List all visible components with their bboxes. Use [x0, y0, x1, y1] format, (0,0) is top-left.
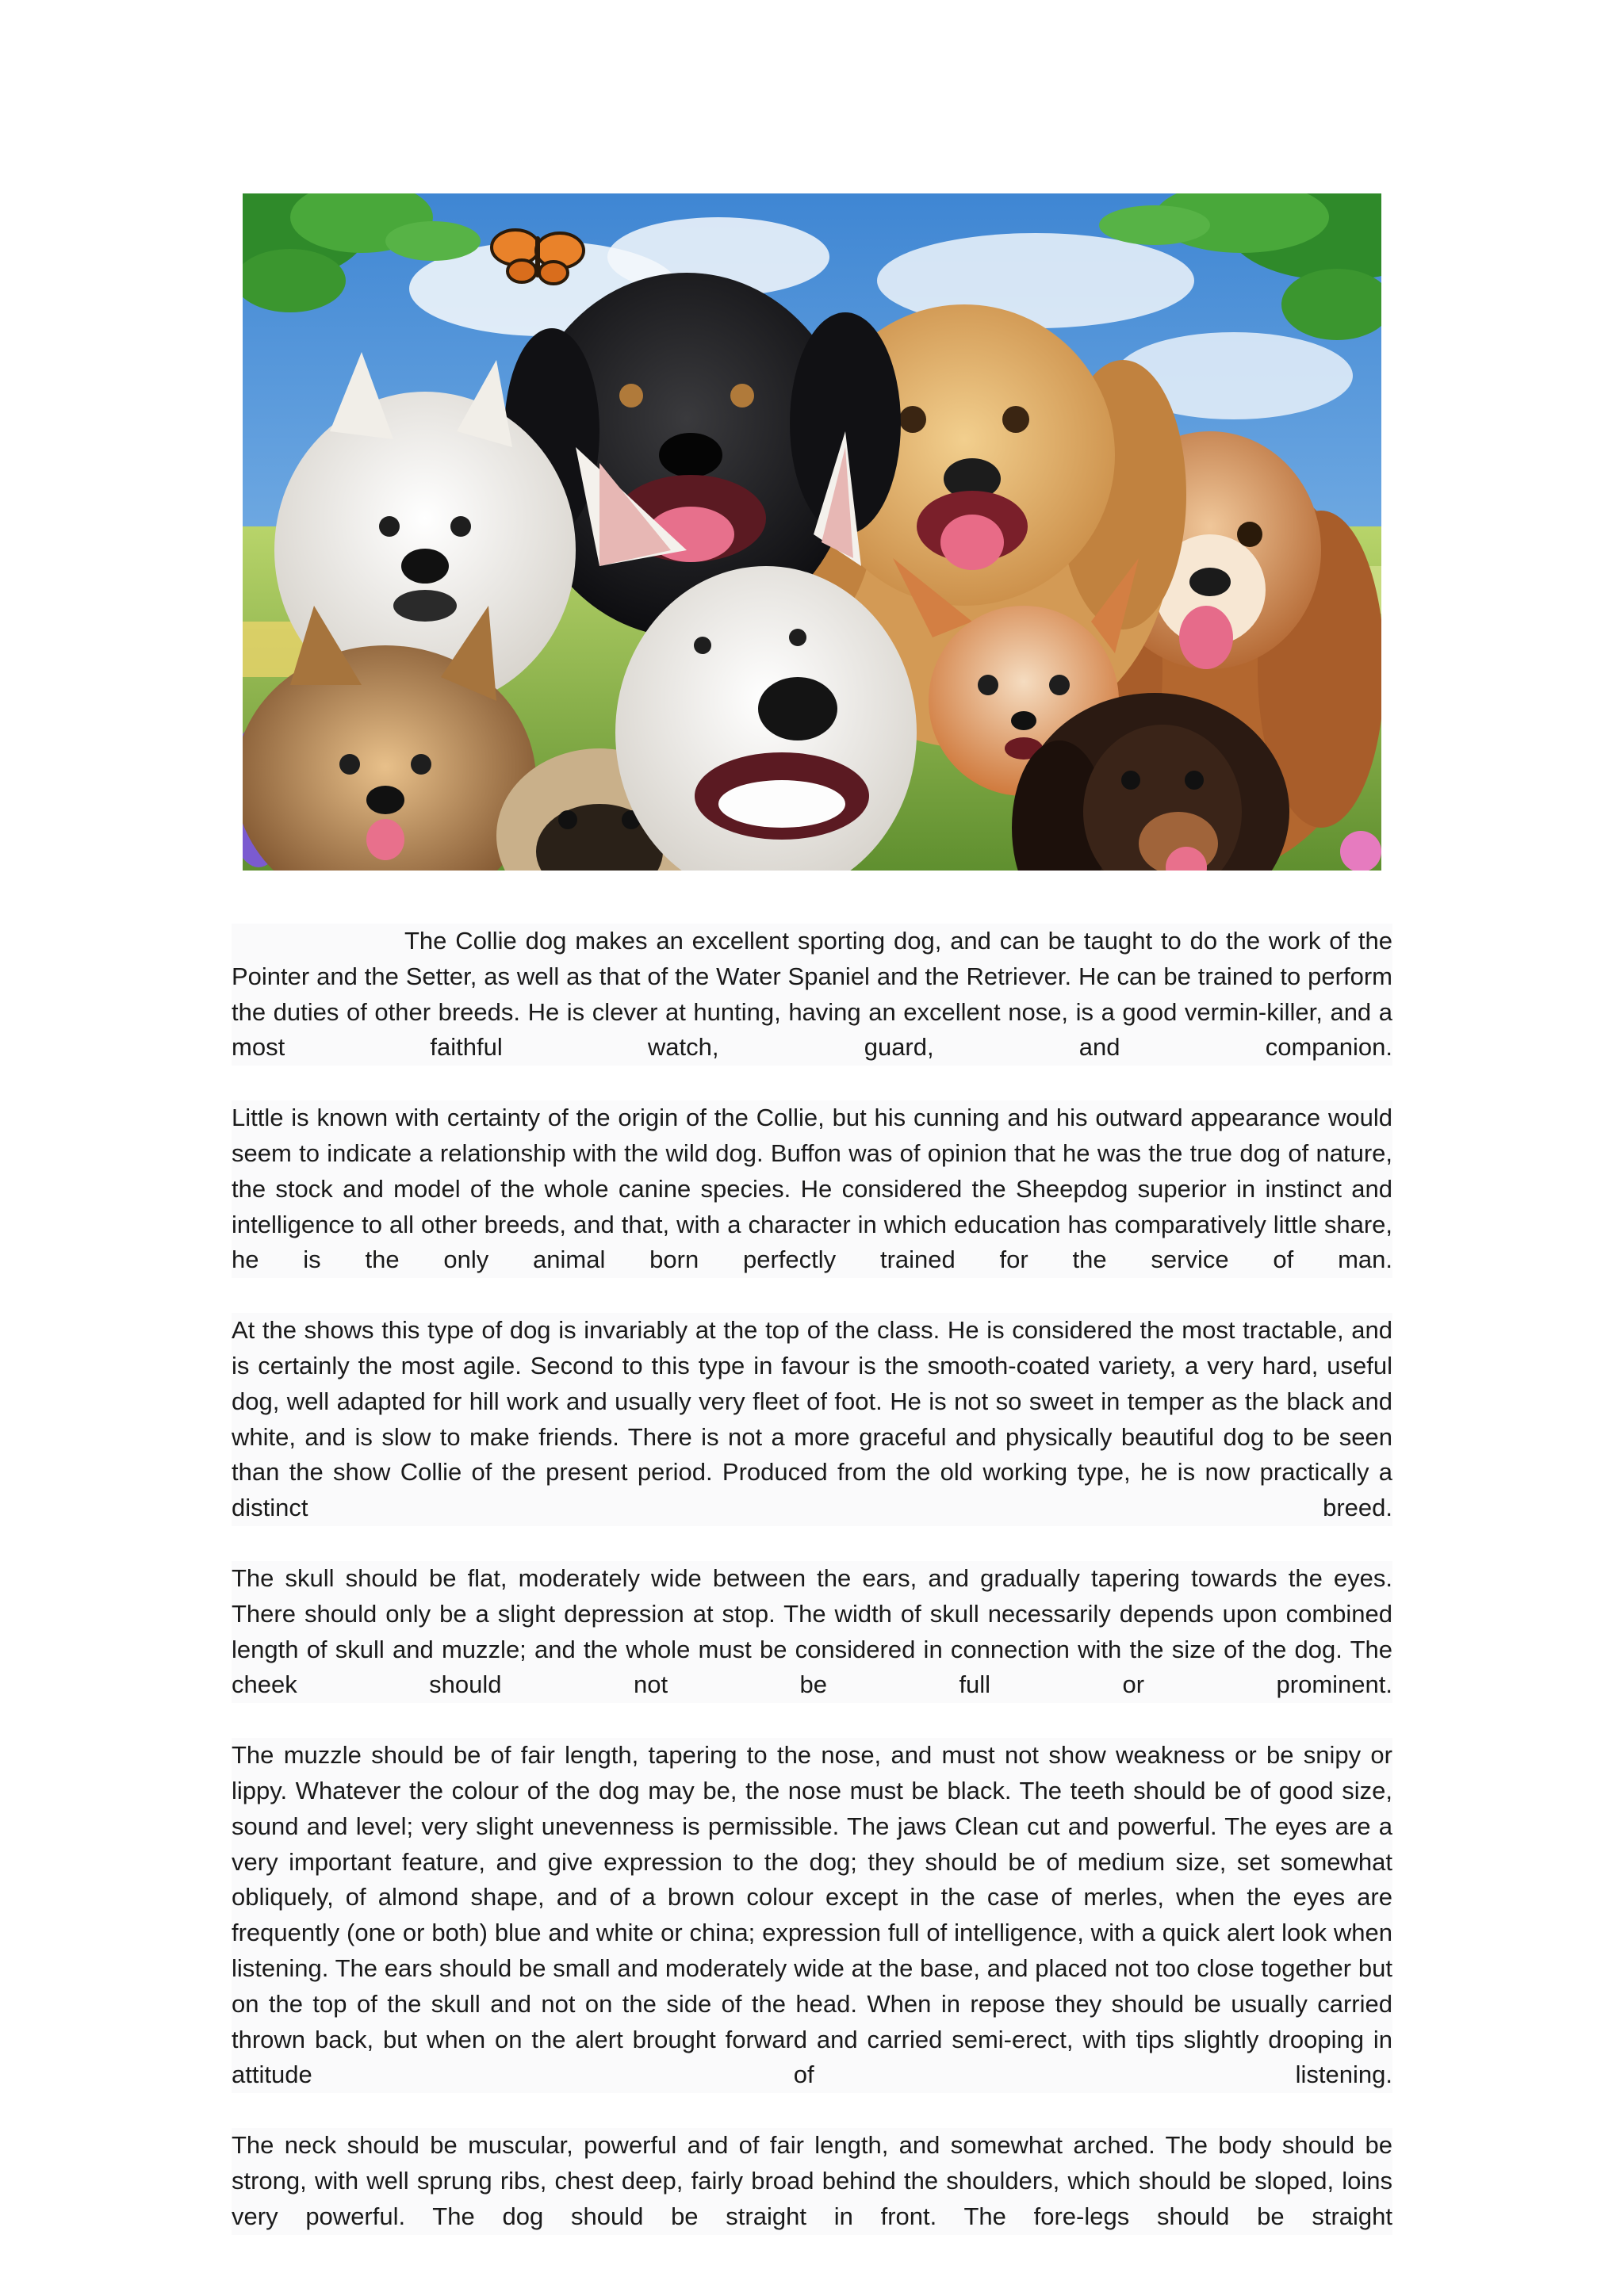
paragraph-intro: The Collie dog makes an excellent sporting dog, and can be taught to do the work of the Pointer and the Setter, as well as that of the Water Spaniel and the Retriever. He can be trained to perform the duties of other breeds. He is clever at hunting, having an excellent nose, is a good vermin-killer, and a most faithful watch, guard, and companion.	[232, 924, 1392, 1066]
paragraph-origin: Little is known with certainty of the origin of the Collie, but his cunning and his outward appearance would seem to indicate a relationship with the wild dog. Buffon was of opinion that he was the true dog of nature, the stock and model of the whole canine species. He considered the Sheepdog superior in instinct and intelligence to all other breeds, and that, with a character in which education has comparatively little share, he is the only animal born perfectly trained for the service of man.	[232, 1100, 1392, 1278]
dogs-illustration-svg	[243, 193, 1381, 871]
dogs-illustration	[243, 193, 1381, 871]
paragraph-muzzle: The muzzle should be of fair length, tapering to the nose, and must not show weakness or be snipy or lippy. Whatever the colour of the dog may be, the nose must be black. The teeth should be of good size, sound and level; very slight unevenness is permissible. The jaws Clean cut and powerful. The eyes are a very important feature, and give expression to the dog; they should be of medium size, set somewhat obliquely, of almond shape, and of a brown colour except in the case of merles, when the eyes are frequently (one or both) blue and white or china; expression full of intelligence, with a quick alert look when listening. The ears should be small and moderately wide at the base, and placed not too close together but on the top of the skull and not on the side of the head. When in repose they should be usually carried thrown back, but when on the alert brought forward and carried semi-erect, with tips slightly drooping in attitude of listening.	[232, 1738, 1392, 2093]
article-body	[232, 924, 1392, 2270]
paragraph-shows: At the shows this type of dog is invariably at the top of the class. He is considered the most tractable, and is certainly the most agile. Second to this type in favour is the smooth-coated variety, a very hard, useful dog, well adapted for hill work and usually very fleet of foot. He is not so sweet in temper as the black and white, and is slow to make friends. There is not a more graceful and physically beautiful dog to be seen than the show Collie of the present period. Produced from the old working type, he is now practically a distinct breed.	[232, 1313, 1392, 1526]
flowers-right	[1340, 831, 1381, 871]
paragraph-skull: The skull should be flat, moderately wide between the ears, and gradually tapering towards the eyes. There should only be a slight depression at stop. The width of skull necessarily depends upon combined length of skull and muzzle; and the whole must be considered in connection with the size of the dog. The cheek should not be full or prominent.	[232, 1561, 1392, 1703]
paragraph-neck: The neck should be muscular, powerful and of fair length, and somewhat arched. The body should be strong, with well sprung ribs, chest deep, fairly broad behind the shoulders, which should be sloped, loins very powerful. The dog should be straight in front. The fore-legs should be straight	[232, 2128, 1392, 2234]
